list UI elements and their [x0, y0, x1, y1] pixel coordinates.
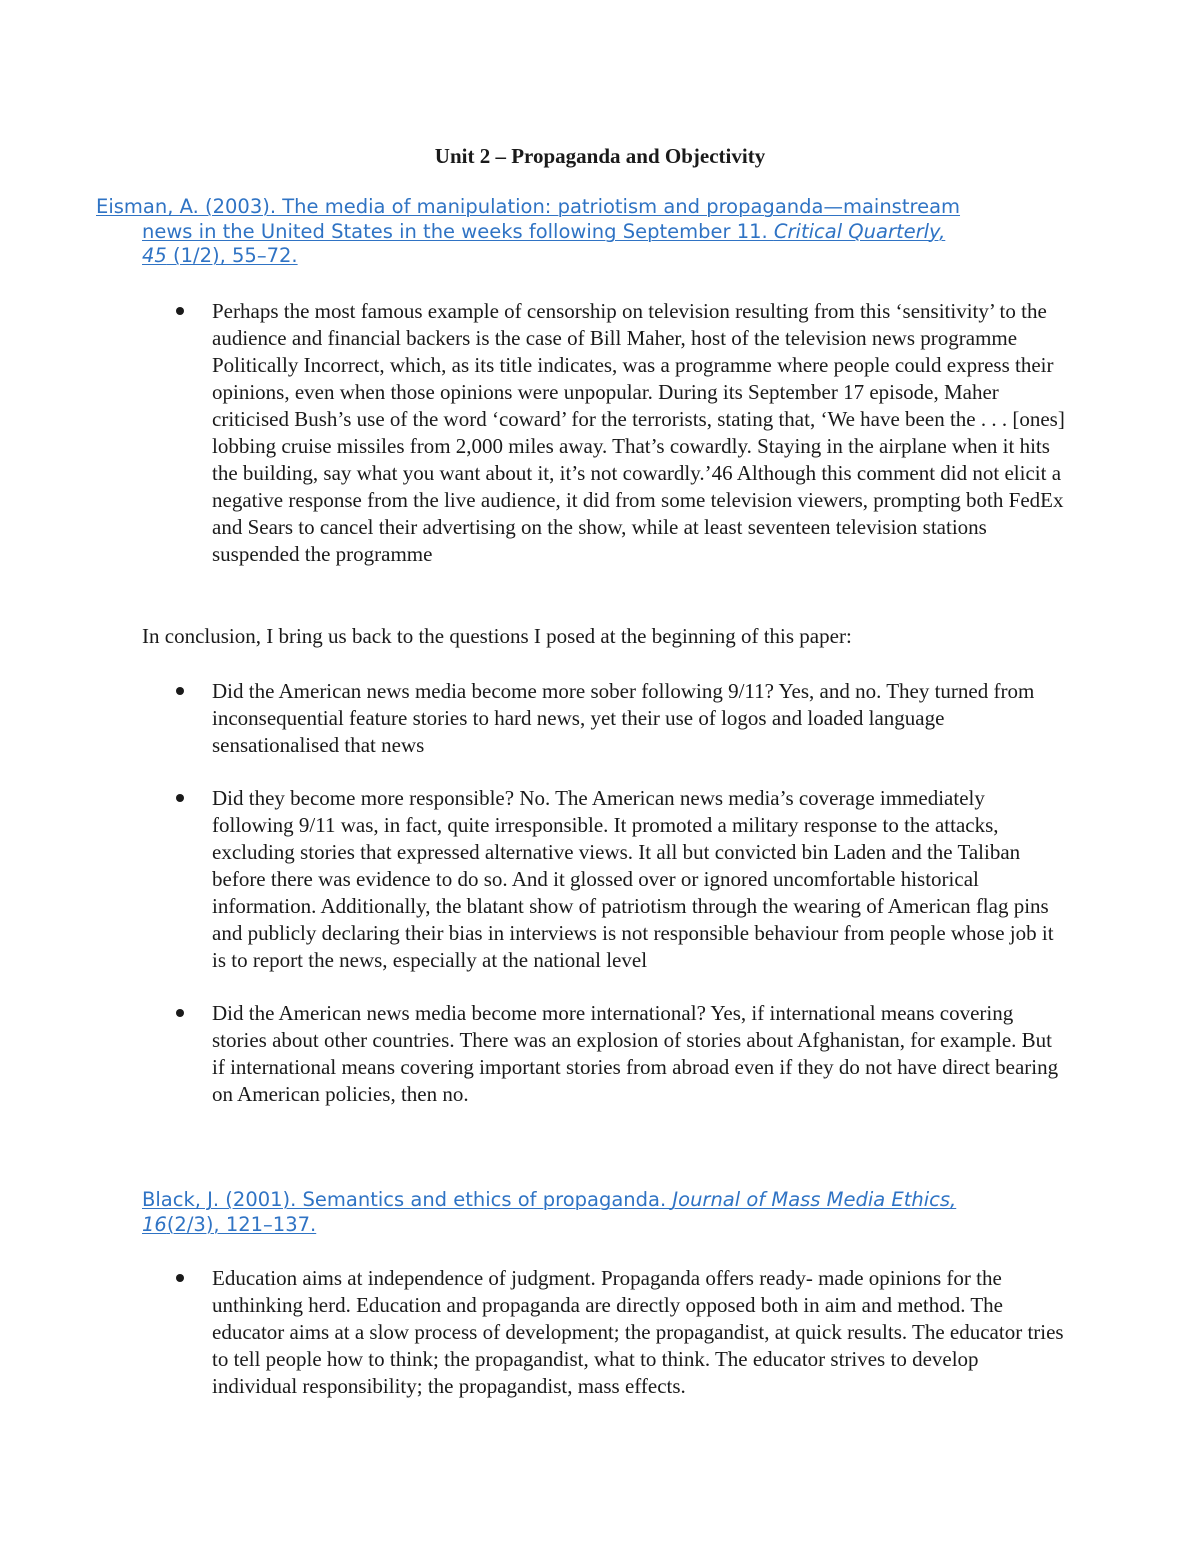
- reference-line: Eisman, A. (2003). The media of manipulation: patriotism and propaganda—mainstream: [96, 195, 961, 218]
- reference-pages: (2/3), 121–137.: [166, 1212, 317, 1236]
- reference-continuation: [96, 220, 1056, 245]
- bullet-icon: [176, 1274, 184, 1282]
- bullet-list-ref2: [166, 1265, 1066, 1426]
- reference-line: [142, 1188, 1042, 1213]
- journal-name: Journal of Mass Media Ethics,: [672, 1188, 957, 1211]
- list-item-text: Did the American news media become more sober following 9/11? Yes, and no. They turned from inconsequential feature stories to hard news, yet their use of logos and loaded language sensationalised that news: [212, 679, 1035, 757]
- journal-name: Critical Quarterly,: [773, 219, 946, 243]
- reference-text: Black, J. (2001). Semantics and ethics of propaganda.: [142, 1188, 673, 1211]
- list-item: [166, 785, 1066, 974]
- journal-volume: 16: [142, 1212, 167, 1236]
- list-item: [166, 1000, 1066, 1108]
- bullet-icon: [176, 794, 184, 802]
- reference-link-eisman[interactable]: [96, 195, 1056, 269]
- reference-text: news in the United States in the weeks following September 11.: [142, 219, 774, 243]
- bullet-list-conclusion: [166, 678, 1066, 1134]
- list-item: [166, 678, 1066, 759]
- journal-volume: 45: [142, 244, 167, 267]
- list-item-text: Did they become more responsible? No. The American news media’s coverage immediately following 9/11 was, in fact, quite irresponsible. It promoted a military response to the attacks, excluding stories that expressed alternative views. It all but convicted bin Laden and the Taliban before there was evidence to do so. And it glossed over or ignored uncomfortable historical information. Additionally, the blatant show of patriotism through the wearing of American flag pins and publicly declaring their bias in interviews is not responsible behaviour from people whose job it is to report the news, especially at the national level: [212, 786, 1054, 972]
- reference-pages: (1/2), 55–72.: [166, 244, 298, 267]
- bullet-icon: [176, 1009, 184, 1017]
- bullet-icon: [176, 307, 184, 315]
- reference-link-black[interactable]: [142, 1188, 1042, 1237]
- list-item: [166, 1265, 1066, 1400]
- bullet-icon: [176, 687, 184, 695]
- list-item-text: Perhaps the most famous example of censorship on television resulting from this ‘sensitivity’ to the audience and financial backers is the case of Bill Maher, host of the television news programme Politically Incorrect, which, as its title indicates, was a programme where people could express their opinions, even when those opinions were unpopular. During its September 17 episode, Maher criticised Bush’s use of the word ‘coward’ for the terrorists, stating that, ‘We have been the . . . [ones] lobbing cruise missiles from 2,000 miles away. That’s cowardly. Staying in the airplane when it hits the building, say what you want about it, it’s not cowardly.’46 Although this comment did not elicit a negative response from the live audience, it did from some television viewers, prompting both FedEx and Sears to cancel their advertising on the show, while at least seventeen television stations suspended the programme: [212, 299, 1065, 566]
- reference-continuation: [142, 1213, 1042, 1238]
- list-item: [166, 298, 1066, 568]
- reference-continuation: [96, 244, 1056, 269]
- bullet-list-ref1: [166, 298, 1066, 594]
- list-item-text: Did the American news media become more international? Yes, if international means covering stories about other countries. There was an explosion of stories about Afghanistan, for example. But if international means covering important stories from abroad even if they do not have direct bearing on American policies, then no.: [212, 1001, 1059, 1106]
- list-item-text: Education aims at independence of judgment. Propaganda offers ready- made opinions for the unthinking herd. Education and propaganda are directly opposed both in aim and method. The educator aims at a slow process of development; the propagandist, at quick results. The educator tries to tell people how to think; the propagandist, what to think. The educator strives to develop individual responsibility; the propagandist, mass effects.: [212, 1266, 1064, 1398]
- conclusion-paragraph: In conclusion, I bring us back to the questions I posed at the beginning of this paper:: [142, 624, 852, 648]
- page-title: Unit 2 – Propaganda and Objectivity: [434, 144, 766, 168]
